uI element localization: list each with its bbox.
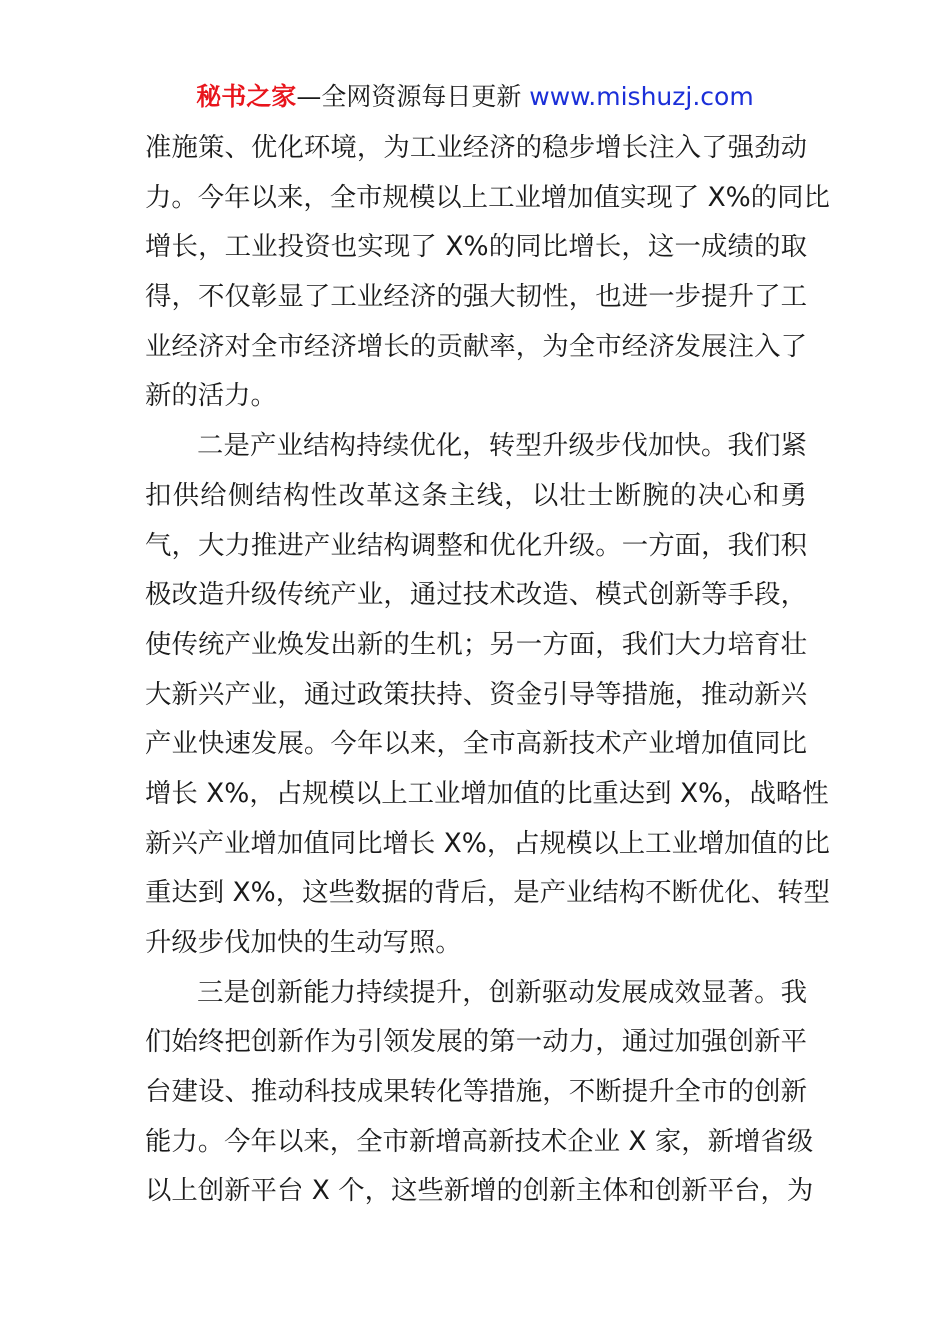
site-url-link[interactable]: www.mishuzj.com xyxy=(529,82,754,111)
text-line: 大新兴产业，通过政策扶持、资金引导等措施，推动新兴 xyxy=(145,678,807,710)
text-line: 台建设、推动科技成果转化等措施，不断提升全市的创新 xyxy=(145,1076,807,1108)
text-line: 增长 X%，占规模以上工业增加值的比重达到 X%，战略性 xyxy=(145,777,829,809)
text-line: 业经济对全市经济增长的贡献率，为全市经济发展注入了 xyxy=(145,330,807,362)
text-line: 产业快速发展。今年以来，全市高新技术产业增加值同比 xyxy=(145,728,807,760)
text-line: 准施策、优化环境，为工业经济的稳步增长注入了强劲动 xyxy=(145,132,807,163)
site-tagline: —全网资源每日更新 xyxy=(296,82,530,111)
text-line: 力。今年以来，全市规模以上工业增加值实现了 X%的同比 xyxy=(145,181,830,213)
text-line: 以上创新平台 X 个，这些新增的创新主体和创新平台，为 xyxy=(145,1175,814,1207)
text-line: 新的活力。 xyxy=(145,380,277,412)
text-line: 极改造升级传统产业，通过技术改造、模式创新等手段， xyxy=(145,579,807,611)
text-line: 气，大力推进产业结构调整和优化升级。一方面，我们积 xyxy=(145,529,807,561)
text-line: 重达到 X%，这些数据的背后，是产业结构不断优化、转型 xyxy=(145,877,830,909)
paragraph-first-line: 二是产业结构持续优化，转型升级步伐加快。我们紧 xyxy=(197,430,807,462)
text-line: 得，不仅彰显了工业经济的强大韧性，也进一步提升了工 xyxy=(145,281,807,313)
page-header xyxy=(0,80,950,114)
site-brand: 秘书之家 xyxy=(196,82,297,111)
text-line: 新兴产业增加值同比增长 X%，占规模以上工业增加值的比 xyxy=(145,827,830,859)
text-line: 升级步伐加快的生动写照。 xyxy=(145,927,462,958)
text-line: 能力。今年以来，全市新增高新技术企业 X 家，新增省级 xyxy=(145,1125,814,1157)
paragraph-first-line: 三是创新能力持续提升，创新驱动发展成效显著。我 xyxy=(197,976,807,1008)
text-line: 们始终把创新作为引领发展的第一动力，通过加强创新平 xyxy=(145,1026,807,1058)
document-body xyxy=(145,123,830,1216)
text-line: 增长，工业投资也实现了 X%的同比增长，这一成绩的取 xyxy=(145,231,807,263)
text-line: 使传统产业焕发出新的生机；另一方面，我们大力培育壮 xyxy=(145,628,807,660)
text-line: 扣供给侧结构性改革这条主线，以壮士断腕的决心和勇 xyxy=(145,479,807,511)
